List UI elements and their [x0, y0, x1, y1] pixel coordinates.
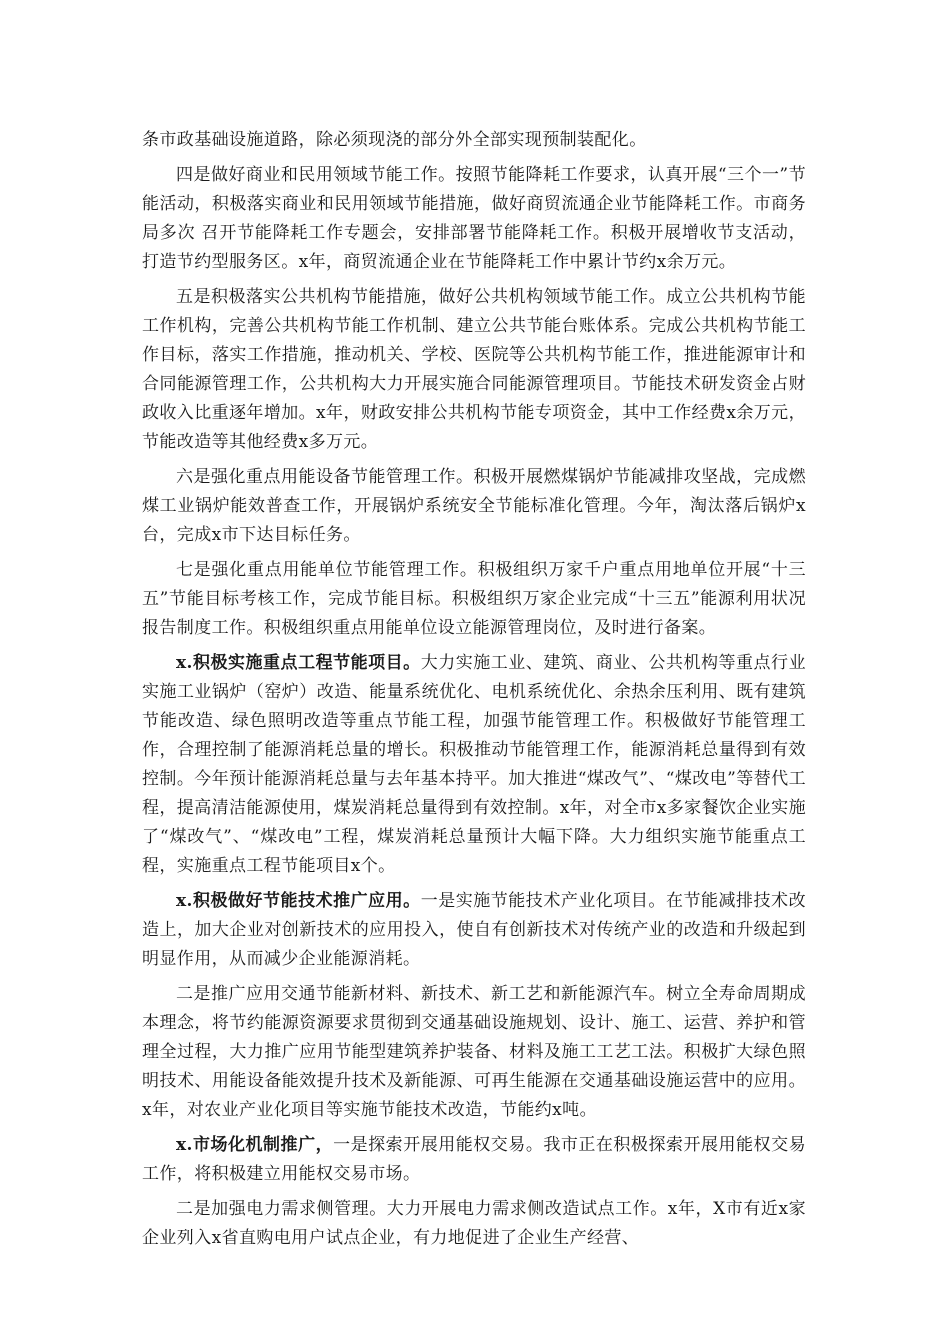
paragraph-1 — [142, 126, 806, 155]
paragraph-6 — [142, 649, 806, 881]
paragraph-7 — [142, 887, 806, 974]
paragraph-3 — [142, 283, 806, 457]
paragraph-4 — [142, 463, 806, 550]
paragraph-8 — [142, 980, 806, 1125]
paragraph-7-heading: x.积极做好节能技术推广应用。 — [176, 891, 421, 911]
paragraph-6-text: 大力实施工业、建筑、商业、公共机构等重点行业实施工业锅炉（窑炉）改造、能量系统优化、电机系统优化、余热余压利用、既有建筑节能改造、绿色照明改造等重点节能工程，加强节能管理工作。积极做好节能管理工作，合理控制了能源消耗总量的增长。积极推动节能管理工作，能源消耗总量得到有效控制。今年预计能源消耗总量与去年基本持平。加大推进“煤改气”、“煤改电”等替代工程，提高清洁能源使用，煤炭消耗总量得到有效控制。x年，对全市x多家餐饮企业实施了“煤改气”、“煤改电”工程，煤炭消耗总量预计大幅下降。大力组织实施节能重点工程，实施重点工程节能项目x个。 — [142, 653, 806, 876]
paragraph-10 — [142, 1195, 806, 1253]
paragraph-8-text: 二是推广应用交通节能新材料、新技术、新工艺和新能源汽车。树立全寿命周期成本理念，将节约能源资源要求贯彻到交通基础设施规划、设计、施工、运营、养护和管理全过程，大力推广应用节能型建筑养护装备、材料及施工工艺工法。积极扩大绿色照明技术、用能设备能效提升技术及新能源、可再生能源在交通基础设施运营中的应用。x年，对农业产业化项目等实施节能技术改造，节能约x吨。 — [142, 984, 806, 1120]
paragraph-5-text: 七是强化重点用能单位节能管理工作。积极组织万家千户重点用地单位开展“十三五”节能目标考核工作，完成节能目标。积极组织万家企业完成“十三五”能源利用状况报告制度工作。积极组织重点用能单位设立能源管理岗位，及时进行备案。 — [142, 560, 806, 638]
document-page — [142, 126, 806, 1259]
paragraph-9 — [142, 1131, 806, 1189]
paragraph-4-text: 六是强化重点用能设备节能管理工作。积极开展燃煤锅炉节能减排攻坚战，完成燃煤工业锅炉能效普查工作，开展锅炉系统安全节能标准化管理。今年，淘汰落后锅炉x台，完成x市下达目标任务。 — [142, 467, 806, 545]
paragraph-1-text: 条市政基础设施道路，除必须现浇的部分外全部实现预制装配化。 — [142, 130, 647, 150]
paragraph-3-text: 五是积极落实公共机构节能措施，做好公共机构领域节能工作。成立公共机构节能工作机构，完善公共机构节能工作机制、建立公共节能台账体系。完成公共机构节能工作目标，落实工作措施，推动机关、学校、医院等公共机构节能工作，推进能源审计和合同能源管理工作，公共机构大力开展实施合同能源管理项目。节能技术研发资金占财政收入比重逐年增加。x年，财政安排公共机构节能专项资金，其中工作经费x余万元，节能改造等其他经费x多万元。 — [142, 287, 806, 452]
paragraph-5 — [142, 556, 806, 643]
paragraph-2 — [142, 161, 806, 277]
paragraph-9-text: 一是探索开展用能权交易。我市正在积极探索开展用能权交易工作，将积极建立用能权交易市场。 — [142, 1135, 806, 1184]
paragraph-2-text: 四是做好商业和民用领域节能工作。按照节能降耗工作要求，认真开展“三个一”节能活动，积极落实商业和民用领域节能措施，做好商贸流通企业节能降耗工作。市商务局多次 召开节能降耗工作专题会，安排部署节能降耗工作。积极开展增收节支活动，打造节约型服务区。x年，商贸流通企业在节能降耗工作中累计节约x余万元。 — [142, 165, 806, 272]
paragraph-7-text: 一是实施节能技术产业化项目。在节能减排技术改造上，加大企业对创新技术的应用投入，使自有创新技术对传统产业的改造和升级起到明显作用，从而减少企业能源消耗。 — [142, 891, 806, 969]
paragraph-10-text: 二是加强电力需求侧管理。大力开展电力需求侧改造试点工作。x年，X市有近x家企业列入x省直购电用户试点企业，有力地促进了企业生产经营、 — [142, 1199, 806, 1248]
paragraph-9-heading: x.市场化机制推广， — [176, 1135, 334, 1155]
paragraph-6-heading: x.积极实施重点工程节能项目。 — [176, 653, 421, 673]
